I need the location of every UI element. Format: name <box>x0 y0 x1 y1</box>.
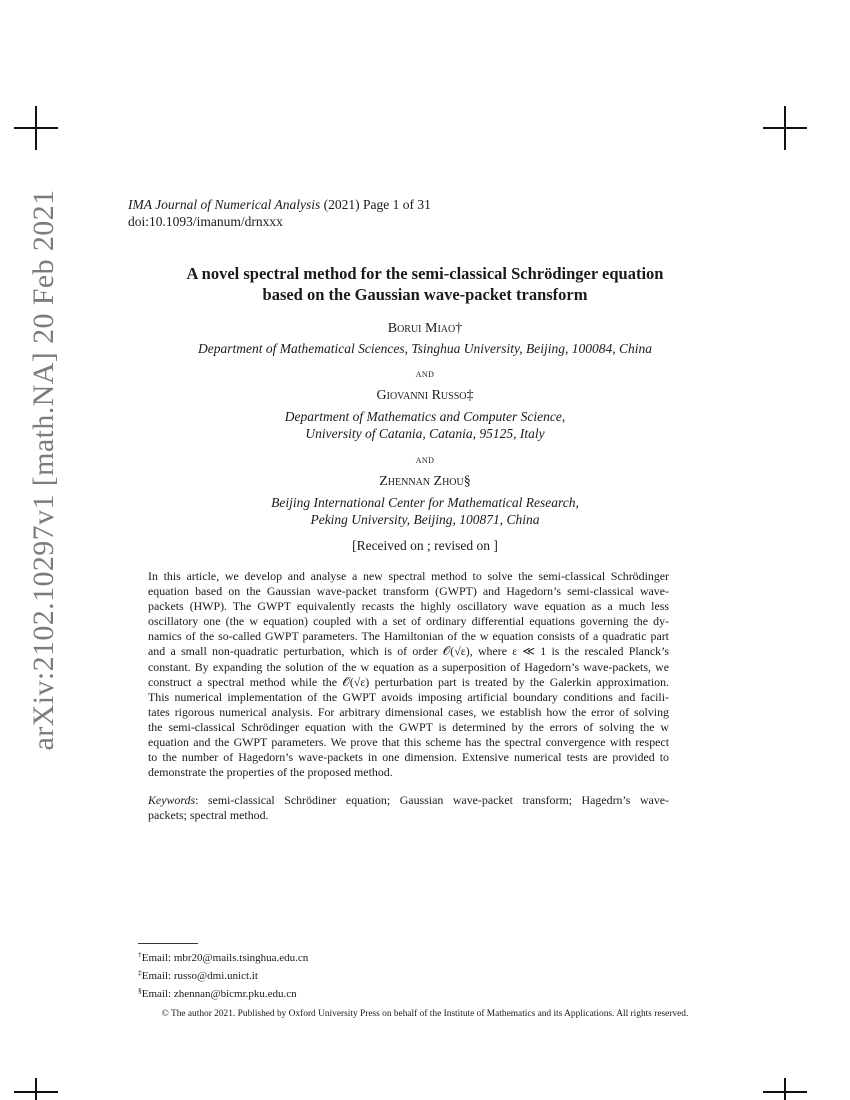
keywords-label: Keywords <box>148 793 196 807</box>
keywords-line: packets; spectral method. <box>148 808 269 823</box>
affiliation-line: Department of Mathematics and Computer Science, <box>284 409 566 424</box>
and-separator: and <box>415 452 435 466</box>
footnote-text: Email: zhennan@bicmr.pku.edu.cn <box>141 987 297 1000</box>
copyright: © The author 2021. Published by Oxford University Press on behalf of the Institute of Mathematics and its Applications. All rights reserved. <box>161 1009 689 1019</box>
keywords <box>148 793 669 823</box>
crop-mark-bottom-left-v <box>35 1078 37 1100</box>
footnotes <box>138 948 308 1001</box>
author-affiliation <box>100 408 750 442</box>
arxiv-stamp-text: arXiv:2102.10297v1 [math.NA] 20 Feb 2021 <box>27 189 60 751</box>
crop-mark-top-right-v <box>784 106 786 150</box>
footnote <box>138 966 308 984</box>
journal-name: IMA Journal of Numerical Analysis <box>128 197 321 212</box>
footnote <box>138 948 308 966</box>
author-name: Borui Miao† <box>387 321 463 336</box>
author-name: Zhennan Zhou§ <box>379 474 471 489</box>
doi: doi:10.1093/imanum/drnxxx <box>128 214 283 229</box>
affiliation-line: Peking University, Beijing, 100871, China <box>310 512 540 527</box>
received-line: [Received on ; revised on ] <box>352 538 498 553</box>
abstract-line: In this article, we develop and analyse a new spectral method to solve the semi-classical Schrödinger <box>148 569 669 583</box>
crop-mark-top-left-v <box>35 106 37 150</box>
journal-header <box>128 196 431 230</box>
and-separator: and <box>415 366 435 380</box>
paper-title <box>100 263 750 305</box>
footnote-mark: § <box>138 985 142 995</box>
abstract-line: and a small non-quadratic perturbation, which is of order 𝒪(√ε), where ε ≪ 1 is the rescaled Planck’s <box>148 644 669 659</box>
abstract-line: namics of the so-called GWPT parameters. The Hamiltonian of the w equation consists of a quadratic part <box>148 629 669 644</box>
keywords-text: : semi-classical Schrödiner equation; Gaussian wave-packet transform; Hagedrn’s wave- <box>195 793 669 807</box>
abstract-line: demonstrate the properties of the proposed method. <box>148 765 393 780</box>
abstract-line: packets (HWP). The GWPT equivalently recasts the highly oscillatory wave equation as a much less <box>148 599 669 614</box>
abstract-line: equation based on the Gaussian wave-packet transform (GWPT) and Hagedorn’s semi-classical wave- <box>148 584 669 599</box>
footnote-mark: ‡ <box>138 967 142 977</box>
abstract-line: oscillatory one (the w equation) coupled with a set of ordinary differential equations governing the dy- <box>148 614 669 629</box>
author-name: Giovanni Russo‡ <box>376 388 474 403</box>
footnote-text: Email: mbr20@mails.tsinghua.edu.cn <box>141 952 309 964</box>
crop-mark-bottom-right-v <box>784 1078 786 1100</box>
abstract-line: construct a spectral method while the 𝒪(√ε) perturbation part is treated by the Galerkin approximation. <box>148 674 669 689</box>
author-affiliation <box>100 340 750 357</box>
abstract-line: the semi-classical Schrödinger equation with the GWPT is determined by the errors of solving the w <box>148 719 669 734</box>
abstract-line: equation and the GWPT parameters. We prove that this scheme has the spectral convergence with respect <box>148 735 669 750</box>
keywords-line <box>148 793 669 808</box>
footnote-mark: † <box>138 950 142 959</box>
footnote <box>138 984 308 1002</box>
abstract-line: to the number of Hagedorn’s wave-packets in one dimension. Extensive numerical tests are provided to <box>148 750 669 765</box>
author-affiliation <box>100 494 750 528</box>
abstract-line: tates rigorous numerical analysis. For arbitrary dimensional cases, we establish how the error of solving <box>148 704 669 719</box>
journal-line <box>128 196 431 213</box>
title-line-1: A novel spectral method for the semi-classical Schrödinger equation <box>186 264 664 283</box>
affiliation-line: Department of Mathematical Sciences, Tsinghua University, Beijing, 100084, China <box>198 341 652 356</box>
footnote-rule <box>138 943 198 944</box>
abstract-line: This numerical implementation of the GWPT avoids imposing artificial boundary conditions and facili- <box>148 689 669 704</box>
journal-info: (2021) Page 1 of 31 <box>320 197 431 212</box>
abstract-line: constant. By expanding the solution of the w equation as a superposition of Hagedorn’s wave-packets, we <box>148 659 669 674</box>
title-line-2: based on the Gaussian wave-packet transform <box>262 285 588 304</box>
footnote-text: Email: russo@dmi.unict.it <box>141 969 258 982</box>
affiliation-line: Beijing International Center for Mathematical Research, <box>271 495 579 510</box>
affiliation-line: University of Catania, Catania, 95125, Italy <box>305 426 545 441</box>
abstract <box>148 569 669 780</box>
